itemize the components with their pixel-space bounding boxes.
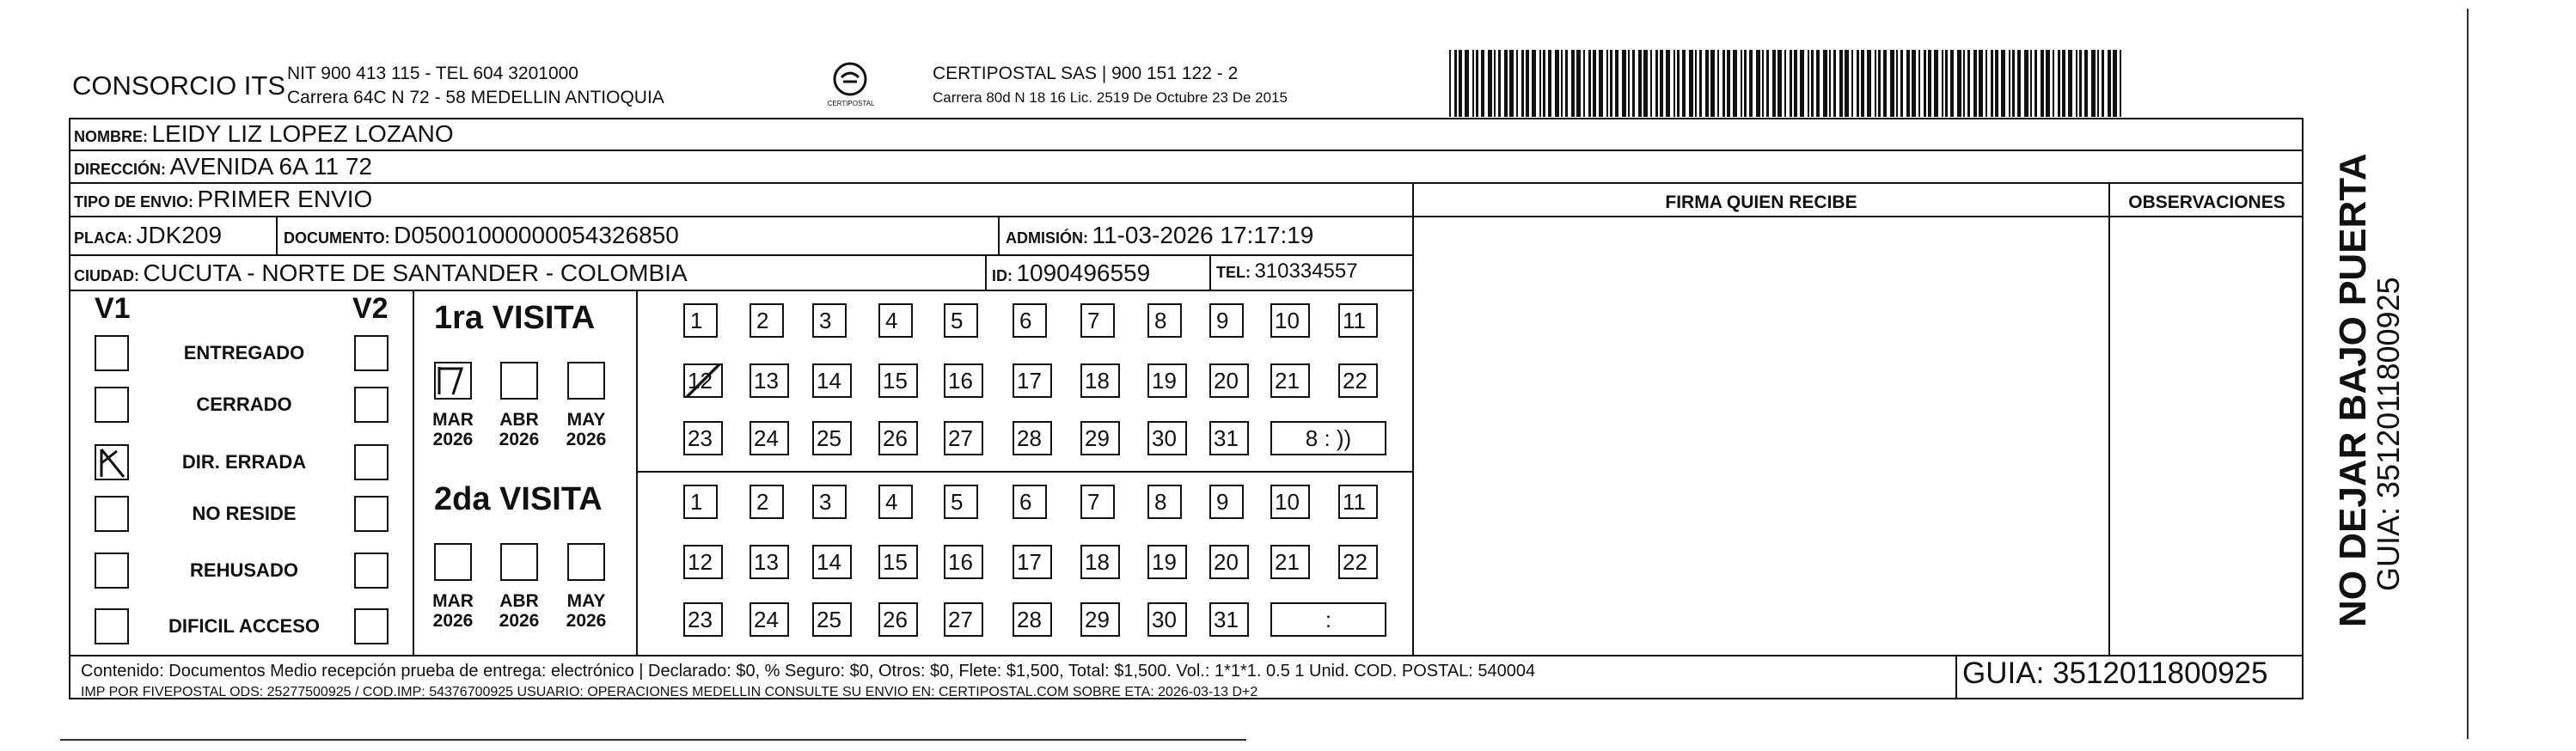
day-box[interactable]: 16 bbox=[944, 545, 983, 579]
status-label: NO RESIDE bbox=[192, 503, 297, 524]
month-name: MAR bbox=[432, 410, 474, 430]
day-box[interactable]: 7 bbox=[1080, 303, 1115, 338]
day-box[interactable]: 9 bbox=[1209, 303, 1244, 338]
certipostal-name: CERTIPOSTAL SAS | 900 151 122 - 2 bbox=[933, 64, 1239, 83]
month-year: 2026 bbox=[432, 430, 474, 449]
day-box[interactable]: 18 bbox=[1080, 545, 1120, 579]
divider bbox=[636, 471, 1414, 473]
month-year: 2026 bbox=[566, 430, 607, 449]
day-box[interactable]: 16 bbox=[944, 363, 983, 398]
edge-line bbox=[60, 739, 1246, 741]
v1-checkbox[interactable] bbox=[95, 608, 129, 644]
v2-checkbox[interactable] bbox=[354, 496, 389, 532]
divider bbox=[1209, 254, 1211, 290]
month-checkbox[interactable] bbox=[500, 362, 538, 400]
month-label bbox=[560, 591, 612, 631]
v1-checkbox[interactable] bbox=[95, 496, 129, 532]
day-box[interactable]: 1 bbox=[683, 485, 718, 519]
day-box[interactable]: 8 bbox=[1147, 485, 1182, 519]
divider bbox=[69, 216, 2304, 217]
guia-number: GUIA: 3512011800925 bbox=[1962, 656, 2268, 690]
month-name: MAR bbox=[432, 591, 474, 611]
day-box[interactable]: 31 bbox=[1209, 602, 1249, 637]
divider bbox=[1412, 182, 1414, 656]
day-box[interactable]: 25 bbox=[812, 421, 852, 455]
nombre-row bbox=[74, 120, 454, 148]
side-guia: GUIA: 3512011800925 bbox=[2371, 277, 2406, 591]
time-box[interactable]: 8 : )) bbox=[1270, 421, 1386, 455]
day-box[interactable]: 23 bbox=[683, 421, 723, 455]
month-checkbox[interactable] bbox=[434, 362, 472, 400]
address-line: Carrera 64C N 72 - 58 MEDELLIN ANTIOQUIA bbox=[287, 88, 664, 107]
side-warning: NO DEJAR BAJO PUERTA bbox=[2332, 153, 2374, 627]
v2-checkbox[interactable] bbox=[354, 608, 389, 644]
documento-value: D05001000000054326850 bbox=[394, 222, 679, 248]
day-box[interactable]: 24 bbox=[750, 421, 789, 455]
divider bbox=[69, 254, 1414, 256]
day-box[interactable]: 5 bbox=[944, 303, 978, 338]
divider bbox=[69, 290, 1414, 291]
day-box[interactable]: 24 bbox=[750, 602, 789, 637]
day-box[interactable]: 17 bbox=[1013, 545, 1052, 579]
day-box[interactable]: 30 bbox=[1147, 602, 1187, 637]
certipostal-address: Carrera 80d N 18 16 Lic. 2519 De Octubre 23 De 2015 bbox=[933, 89, 1288, 106]
day-box[interactable]: 13 bbox=[750, 363, 789, 398]
day-box[interactable]: 2 bbox=[750, 303, 784, 338]
divider bbox=[276, 216, 278, 254]
status-label: DIR. ERRADA bbox=[181, 451, 307, 473]
tipo-row bbox=[74, 186, 372, 213]
month-checkbox[interactable] bbox=[434, 543, 472, 581]
day-box[interactable]: 3 bbox=[812, 303, 847, 338]
day-box[interactable]: 27 bbox=[944, 421, 983, 455]
status-label: CERRADO bbox=[196, 394, 292, 415]
day-box[interactable]: 12 bbox=[683, 363, 723, 398]
day-box[interactable]: 8 bbox=[1147, 303, 1182, 338]
day-box[interactable]: 22 bbox=[1338, 363, 1378, 398]
direccion-label: DIRECCIÓN: bbox=[74, 161, 166, 178]
divider bbox=[69, 182, 2304, 184]
day-box[interactable]: 14 bbox=[812, 363, 852, 398]
tipo-value: PRIMER ENVIO bbox=[197, 186, 373, 212]
month-label bbox=[560, 410, 612, 449]
day-box[interactable]: 19 bbox=[1147, 545, 1187, 579]
divider bbox=[636, 290, 638, 655]
status-label: REHUSADO bbox=[190, 559, 298, 581]
day-box[interactable]: 21 bbox=[1270, 545, 1310, 579]
v2-checkbox[interactable] bbox=[354, 335, 389, 371]
day-box[interactable]: 28 bbox=[1013, 421, 1052, 455]
impresion-line: IMP POR FIVEPOSTAL ODS: 25277500925 / COD.IMP: 54376700925 USUARIO: OPERACIONES MEDELLIN CONSULTE SU ENVIO EN: CERTIPOSTAL.COM SOBRE ETA: 2026-03-13 D+2 bbox=[81, 685, 1258, 699]
month-name: ABR bbox=[499, 591, 539, 611]
barcode bbox=[1449, 50, 2128, 117]
status-label: DIFICIL ACCESO bbox=[168, 615, 320, 637]
nombre-label: NOMBRE: bbox=[74, 128, 148, 145]
day-box[interactable]: 28 bbox=[1013, 602, 1052, 637]
id-label: ID: bbox=[992, 267, 1013, 284]
day-box[interactable]: 4 bbox=[878, 485, 913, 519]
day-box[interactable]: 7 bbox=[1080, 485, 1115, 519]
month-checkbox[interactable] bbox=[567, 362, 605, 400]
firma-header: FIRMA QUIEN RECIBE bbox=[1665, 192, 1857, 212]
id-value: 1090496559 bbox=[1016, 259, 1151, 286]
month-checkbox[interactable] bbox=[567, 543, 605, 581]
month-label bbox=[427, 410, 479, 449]
day-box[interactable]: 17 bbox=[1013, 363, 1052, 398]
day-box[interactable]: 22 bbox=[1338, 545, 1378, 579]
day-box[interactable]: 18 bbox=[1080, 363, 1120, 398]
day-box[interactable]: 15 bbox=[878, 545, 918, 579]
day-box[interactable]: 11 bbox=[1338, 303, 1378, 338]
admision-value: 11-03-2026 17:17:19 bbox=[1092, 222, 1314, 248]
divider bbox=[1955, 655, 1957, 698]
day-box[interactable]: 5 bbox=[944, 485, 978, 519]
day-box[interactable]: 26 bbox=[878, 421, 918, 455]
v1-checkbox[interactable] bbox=[95, 444, 129, 480]
month-label bbox=[493, 591, 545, 631]
day-box[interactable]: 9 bbox=[1209, 485, 1244, 519]
ciudad-row bbox=[74, 259, 688, 287]
day-box[interactable]: 30 bbox=[1147, 421, 1187, 455]
visit-title: 1ra VISITA bbox=[434, 300, 596, 336]
month-checkbox[interactable] bbox=[500, 543, 538, 581]
v2-header: V2 bbox=[352, 292, 389, 325]
day-box[interactable]: 29 bbox=[1080, 421, 1120, 455]
tel-label: TEL: bbox=[1216, 264, 1251, 281]
month-label bbox=[427, 591, 479, 631]
day-box[interactable]: 31 bbox=[1209, 421, 1249, 455]
day-box[interactable]: 19 bbox=[1147, 363, 1187, 398]
day-box[interactable]: 6 bbox=[1013, 303, 1047, 338]
divider bbox=[413, 290, 414, 655]
nombre-value: LEIDY LIZ LOPEZ LOZANO bbox=[151, 120, 454, 147]
divider bbox=[998, 216, 1000, 254]
day-box[interactable]: 15 bbox=[878, 363, 918, 398]
month-name: ABR bbox=[499, 410, 539, 430]
v1-checkbox[interactable] bbox=[95, 553, 129, 589]
company-name: CONSORCIO ITS bbox=[72, 70, 286, 101]
day-box[interactable]: 1 bbox=[683, 303, 718, 338]
month-year: 2026 bbox=[432, 611, 474, 631]
day-box[interactable]: 3 bbox=[812, 485, 847, 519]
observaciones-header: OBSERVACIONES bbox=[2128, 192, 2285, 212]
admision-row bbox=[1006, 222, 1313, 249]
day-box[interactable]: 4 bbox=[878, 303, 913, 338]
ciudad-label: CIUDAD: bbox=[74, 267, 139, 284]
v2-checkbox[interactable] bbox=[354, 553, 389, 589]
day-box[interactable]: 20 bbox=[1209, 545, 1249, 579]
admision-label: ADMISIÓN: bbox=[1006, 229, 1088, 247]
visit-title: 2da VISITA bbox=[434, 481, 603, 517]
v2-checkbox[interactable] bbox=[354, 387, 389, 423]
documento-row bbox=[284, 222, 679, 249]
day-box[interactable]: 11 bbox=[1338, 485, 1378, 519]
month-year: 2026 bbox=[566, 611, 607, 631]
tel-row bbox=[1216, 259, 1358, 284]
divider bbox=[69, 150, 2304, 151]
day-box[interactable]: 29 bbox=[1080, 602, 1120, 637]
day-box[interactable]: 23 bbox=[683, 602, 723, 637]
month-year: 2026 bbox=[499, 611, 540, 631]
day-box[interactable]: 12 bbox=[683, 545, 723, 579]
day-box[interactable]: 10 bbox=[1270, 485, 1310, 519]
day-box[interactable]: 26 bbox=[878, 602, 918, 637]
month-name: MAY bbox=[566, 591, 606, 611]
time-box[interactable]: : bbox=[1270, 602, 1386, 637]
v1-checkbox[interactable] bbox=[95, 335, 129, 371]
month-name: MAY bbox=[566, 410, 606, 430]
direccion-row bbox=[74, 153, 372, 180]
tel-value: 310334557 bbox=[1254, 259, 1358, 283]
v1-checkbox[interactable] bbox=[95, 387, 129, 423]
divider bbox=[2108, 182, 2110, 656]
day-box[interactable]: 13 bbox=[750, 545, 789, 579]
contenido-line: Contenido: Documentos Medio recepción prueba de entrega: electrónico | Declarado: $0, % Seguro: $0, Otros: $0, Flete: $1,500, Total: $1,500. Vol.: 1*1*1. 0.5 1 Unid. COD. POSTAL: 540004 bbox=[81, 662, 1536, 681]
seal-caption: CERTIPOSTAL bbox=[827, 100, 875, 107]
day-box[interactable]: 10 bbox=[1270, 303, 1310, 338]
day-box[interactable]: 27 bbox=[944, 602, 983, 637]
ciudad-value: CUCUTA - NORTE DE SANTANDER - COLOMBIA bbox=[143, 259, 688, 286]
day-box[interactable]: 2 bbox=[750, 485, 784, 519]
placa-value: JDK209 bbox=[136, 222, 223, 248]
day-box[interactable]: 6 bbox=[1013, 485, 1047, 519]
status-label: ENTREGADO bbox=[183, 342, 305, 363]
direccion-value: AVENIDA 6A 11 72 bbox=[169, 153, 373, 180]
month-year: 2026 bbox=[499, 430, 540, 449]
company-nit bbox=[287, 62, 664, 110]
certipostal-info bbox=[933, 62, 1288, 110]
divider bbox=[985, 254, 987, 290]
placa-label: PLACA: bbox=[74, 229, 132, 247]
month-label bbox=[493, 410, 545, 449]
v2-checkbox[interactable] bbox=[354, 444, 389, 480]
placa-row bbox=[74, 222, 222, 249]
day-box[interactable]: 14 bbox=[812, 545, 852, 579]
v1-header: V1 bbox=[95, 292, 131, 325]
documento-label: DOCUMENTO: bbox=[284, 229, 390, 247]
day-box[interactable]: 25 bbox=[812, 602, 852, 637]
edge-line bbox=[2467, 9, 2469, 739]
nit-line: NIT 900 413 115 - TEL 604 3201000 bbox=[287, 64, 578, 83]
id-row bbox=[992, 259, 1150, 287]
day-box[interactable]: 20 bbox=[1209, 363, 1249, 398]
tipo-label: TIPO DE ENVIO: bbox=[74, 193, 194, 211]
day-box[interactable]: 21 bbox=[1270, 363, 1310, 398]
